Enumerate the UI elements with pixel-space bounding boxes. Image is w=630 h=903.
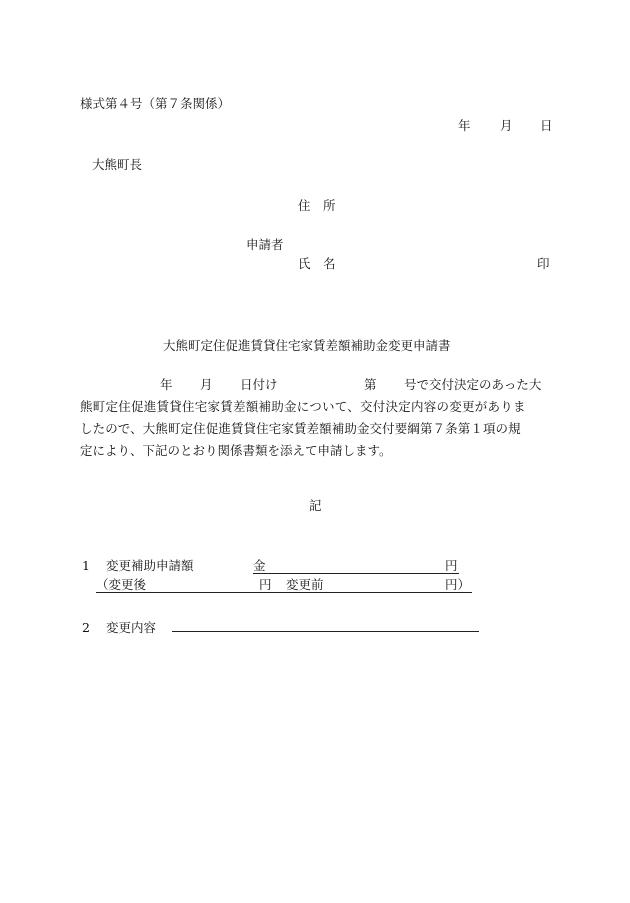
item1-currency-label: 金 [253,558,266,573]
after-change-label: （変更後 [96,577,147,592]
date-day-label: 日 [540,118,553,133]
change-details-underline [172,631,479,632]
item2-label: 変更内容 [106,620,157,635]
date-year-label: 年 [458,118,471,133]
item1-number: 1 [82,558,90,573]
document-title: 大熊町定住促進賃貸住宅家賃差額補助金変更申請書 [163,338,451,353]
before-change-label: 変更前 [286,577,324,592]
body-line-3: したので、大熊町定住促進賃貸住宅家賃差額補助金交付要綱第７条第１項の規 [80,421,521,436]
address-label: 住 所 [298,198,336,213]
record-heading: 記 [309,498,322,513]
seal-mark: 印 [537,256,550,271]
after-change-unit: 円 [259,577,272,592]
body-line1-rest: 号で交付決定のあった大 [404,377,542,392]
item2-number: 2 [82,620,90,635]
name-label: 氏 名 [298,256,336,271]
body-line-4: 定により、下記のとおり関係書類を添えて申請します。 [80,443,392,458]
change-amounts-underline [96,592,472,593]
body-number-prefix: 第 [364,377,377,392]
form-number: 様式第４号（第７条関係） [80,96,231,111]
item1-amount-underline [253,573,459,574]
item1-label: 変更補助申請額 [106,558,194,573]
body-dated-label: 日付け [240,377,278,392]
body-line-2: 熊町定住促進賃貸住宅家賃差額補助金について、交付決定内容の変更がありま [80,399,526,414]
date-month-label: 月 [500,118,513,133]
body-month-label: 月 [200,377,213,392]
before-change-unit: 円） [445,577,471,592]
item1-unit-label: 円 [445,558,458,573]
applicant-label: 申請者 [246,237,284,252]
addressee: 大熊町長 [92,157,143,172]
body-year-label: 年 [160,377,173,392]
